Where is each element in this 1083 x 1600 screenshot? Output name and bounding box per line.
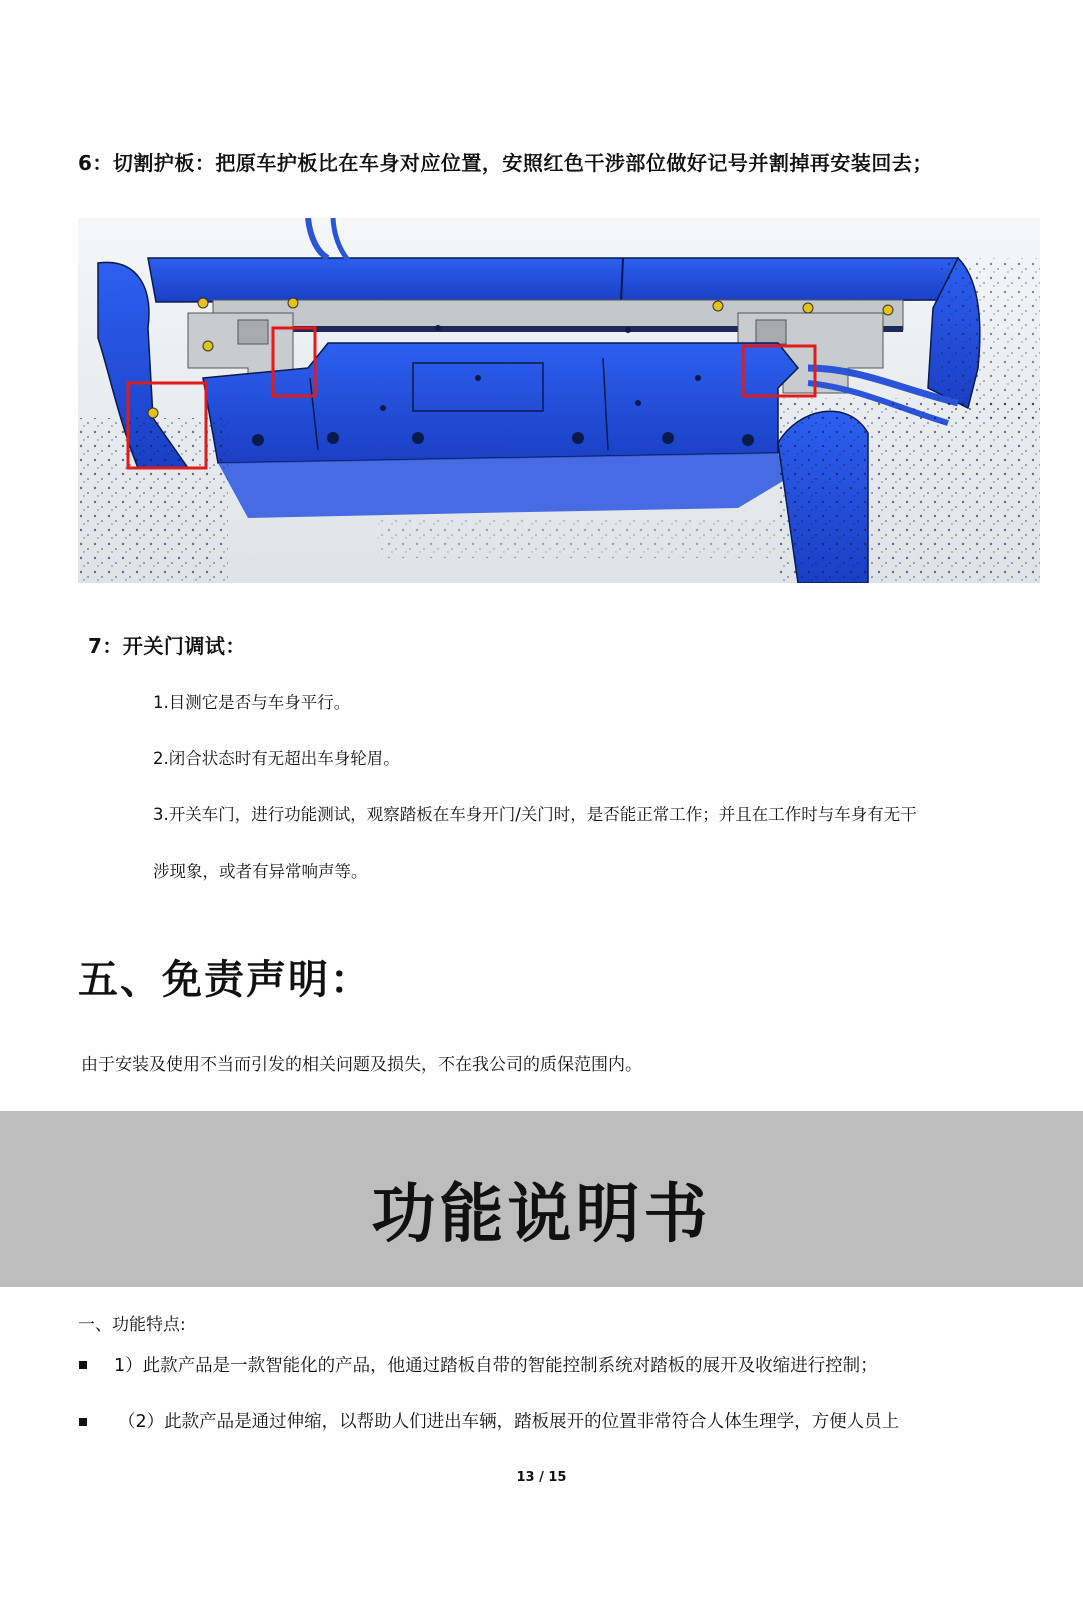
- step7-item-2: 2.闭合状态时有无超出车身轮眉。: [153, 749, 400, 768]
- feature-item-1: 1）此款产品是一款智能化的产品，他通过踏板自带的智能控制系统对踏板的展开及收缩进行控制；: [114, 1356, 878, 1376]
- manual-title: 功能说明书: [371, 1178, 712, 1252]
- bullet-icon: [79, 1418, 87, 1426]
- underbody-scan-drawing: [78, 218, 1040, 583]
- step6-title: 6：切割护板：把原车护板比在车身对应位置，安照红色干涉部位做好记号并割掉再安装回去；: [78, 151, 933, 175]
- page-number: 13 / 15: [516, 1470, 567, 1485]
- step7-item-3: 3.开关车门，进行功能测试，观察踏板在车身开门/关门时，是否能正常工作；并且在工作时与车身有无干: [153, 805, 917, 824]
- disclaimer-text: 由于安装及使用不当而引发的相关问题及损失，不在我公司的质保范围内。: [81, 1055, 642, 1075]
- bullet-icon: [79, 1361, 87, 1369]
- step7-item-1: 1.目测它是否与车身平行。: [153, 693, 351, 712]
- manual-title-banner: [0, 1111, 1083, 1287]
- step7-item-3-continued: 涉现象，或者有异常响声等。: [153, 862, 368, 881]
- feature-item-2: （2）此款产品是通过伸缩，以帮助人们进出车辆，踏板展开的位置非常符合人体生理学，方便人员上: [118, 1412, 900, 1432]
- disclaimer-heading: 五、免责声明：: [78, 957, 372, 1003]
- underbody-scan-image: [78, 218, 1040, 583]
- features-heading: 一、功能特点:: [78, 1315, 186, 1335]
- step7-title: 7：开关门调试：: [88, 634, 246, 658]
